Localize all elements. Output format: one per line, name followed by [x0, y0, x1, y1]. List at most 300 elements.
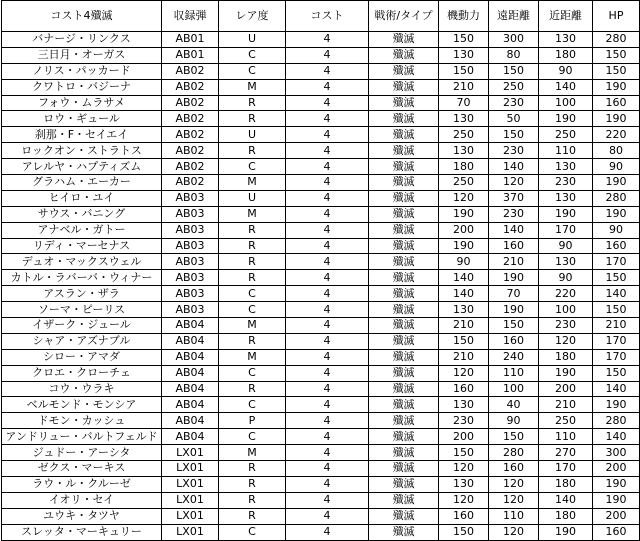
cell-col-cost: 4 — [286, 159, 369, 175]
cell-col-set: AB02 — [162, 159, 219, 175]
cell-col-long-range: 240 — [489, 349, 539, 365]
header-col-short-range: 近距離 — [539, 1, 593, 32]
cell-col-long-range: 50 — [489, 111, 539, 127]
cell-col-name: アンドリュー・バルトフェルド — [2, 429, 162, 445]
cell-col-mobility: 190 — [439, 206, 489, 222]
cell-col-rarity: U — [219, 127, 286, 143]
cell-col-name: ロウ・ギュール — [2, 111, 162, 127]
cell-col-mobility: 130 — [439, 476, 489, 492]
cell-col-hp: 90 — [593, 159, 640, 175]
cell-col-type: 殲滅 — [369, 270, 439, 286]
cell-col-type: 殲滅 — [369, 286, 439, 302]
table-row — [2, 524, 640, 540]
cell-col-long-range: 160 — [489, 238, 539, 254]
cell-col-short-range: 100 — [539, 95, 593, 111]
cell-col-type: 殲滅 — [369, 175, 439, 191]
cell-col-cost: 4 — [286, 79, 369, 95]
cell-col-type: 殲滅 — [369, 127, 439, 143]
cell-col-hp: 170 — [593, 349, 640, 365]
cell-col-mobility: 210 — [439, 79, 489, 95]
cell-col-name: アスラン・ザラ — [2, 286, 162, 302]
cell-col-cost: 4 — [286, 508, 369, 524]
cell-col-short-range: 90 — [539, 238, 593, 254]
cell-col-rarity: M — [219, 445, 286, 461]
table-row — [2, 333, 640, 349]
cell-col-short-range: 110 — [539, 429, 593, 445]
cell-col-mobility: 150 — [439, 63, 489, 79]
cell-col-rarity: R — [219, 95, 286, 111]
cell-col-set: AB04 — [162, 381, 219, 397]
cell-col-set: AB02 — [162, 175, 219, 191]
cell-col-rarity: C — [219, 302, 286, 318]
cell-col-name: コウ・ウラキ — [2, 381, 162, 397]
cell-col-name: クワトロ・バジーナ — [2, 79, 162, 95]
cell-col-name: ロックオン・ストラトス — [2, 143, 162, 159]
cell-col-cost: 4 — [286, 206, 369, 222]
cell-col-name: ジュドー・アーシタ — [2, 445, 162, 461]
cell-col-mobility: 90 — [439, 254, 489, 270]
cell-col-set: AB04 — [162, 413, 219, 429]
table-row — [2, 143, 640, 159]
cell-col-hp: 190 — [593, 111, 640, 127]
header-col-long-range: 遠距離 — [489, 1, 539, 32]
cell-col-rarity: C — [219, 429, 286, 445]
cell-col-type: 殲滅 — [369, 397, 439, 413]
cell-col-long-range: 210 — [489, 254, 539, 270]
cell-col-type: 殲滅 — [369, 492, 439, 508]
table-row — [2, 461, 640, 477]
cell-col-mobility: 130 — [439, 397, 489, 413]
cell-col-name: フォウ・ムラサメ — [2, 95, 162, 111]
table-row — [2, 190, 640, 206]
cell-col-short-range: 220 — [539, 286, 593, 302]
cell-col-rarity: R — [219, 492, 286, 508]
table-row — [2, 492, 640, 508]
cell-col-rarity: M — [219, 349, 286, 365]
table-row — [2, 254, 640, 270]
cell-col-mobility: 210 — [439, 318, 489, 334]
table-row — [2, 270, 640, 286]
cell-col-long-range: 150 — [489, 127, 539, 143]
header-col-name: コスト4殲滅 — [2, 1, 162, 32]
cell-col-set: AB04 — [162, 397, 219, 413]
cell-col-mobility: 150 — [439, 445, 489, 461]
cell-col-set: AB02 — [162, 127, 219, 143]
cell-col-short-range: 130 — [539, 190, 593, 206]
cell-col-name: ゼクス・マーキス — [2, 461, 162, 477]
cell-col-rarity: R — [219, 254, 286, 270]
cell-col-set: LX01 — [162, 508, 219, 524]
cell-col-name: シャア・アズナブル — [2, 333, 162, 349]
cell-col-set: AB03 — [162, 206, 219, 222]
cell-col-rarity: C — [219, 159, 286, 175]
cell-col-long-range: 120 — [489, 492, 539, 508]
cell-col-type: 殲滅 — [369, 429, 439, 445]
cell-col-rarity: C — [219, 524, 286, 540]
cell-col-type: 殲滅 — [369, 413, 439, 429]
table-row — [2, 47, 640, 63]
cell-col-name: アナベル・ガトー — [2, 222, 162, 238]
cell-col-type: 殲滅 — [369, 238, 439, 254]
cell-col-name: シロー・アマダ — [2, 349, 162, 365]
cell-col-short-range: 230 — [539, 175, 593, 191]
cell-col-short-range: 130 — [539, 254, 593, 270]
cell-col-name: グラハム・エーカー — [2, 175, 162, 191]
table-row — [2, 318, 640, 334]
cell-col-short-range: 190 — [539, 365, 593, 381]
cell-col-type: 殲滅 — [369, 63, 439, 79]
cell-col-short-range: 270 — [539, 445, 593, 461]
cell-col-mobility: 190 — [439, 238, 489, 254]
table-row — [2, 95, 640, 111]
cell-col-type: 殲滅 — [369, 32, 439, 48]
cell-col-type: 殲滅 — [369, 206, 439, 222]
cell-col-name: ユウキ・タツヤ — [2, 508, 162, 524]
cell-col-cost: 4 — [286, 333, 369, 349]
cell-col-cost: 4 — [286, 302, 369, 318]
cell-col-mobility: 130 — [439, 302, 489, 318]
table-row — [2, 222, 640, 238]
cell-col-mobility: 160 — [439, 508, 489, 524]
table-row — [2, 238, 640, 254]
cell-col-hp: 190 — [593, 476, 640, 492]
cell-col-short-range: 170 — [539, 461, 593, 477]
cell-col-hp: 150 — [593, 63, 640, 79]
cell-col-mobility: 160 — [439, 381, 489, 397]
cell-col-cost: 4 — [286, 318, 369, 334]
cell-col-long-range: 90 — [489, 413, 539, 429]
cell-col-cost: 4 — [286, 524, 369, 540]
cell-col-long-range: 80 — [489, 47, 539, 63]
cell-col-hp: 280 — [593, 190, 640, 206]
cell-col-long-range: 140 — [489, 159, 539, 175]
table-row — [2, 32, 640, 48]
cell-col-rarity: M — [219, 206, 286, 222]
cell-col-short-range: 250 — [539, 127, 593, 143]
cell-col-short-range: 90 — [539, 270, 593, 286]
cell-col-type: 殲滅 — [369, 143, 439, 159]
cell-col-rarity: C — [219, 286, 286, 302]
cell-col-long-range: 230 — [489, 206, 539, 222]
cell-col-mobility: 130 — [439, 47, 489, 63]
cell-col-rarity: U — [219, 32, 286, 48]
cell-col-cost: 4 — [286, 476, 369, 492]
cell-col-type: 殲滅 — [369, 222, 439, 238]
cell-col-cost: 4 — [286, 286, 369, 302]
header-col-cost: コスト — [286, 1, 369, 32]
table-row — [2, 381, 640, 397]
cell-col-name: イオリ・セイ — [2, 492, 162, 508]
table-row — [2, 476, 640, 492]
cell-col-short-range: 130 — [539, 32, 593, 48]
cell-col-set: AB03 — [162, 270, 219, 286]
cell-col-cost: 4 — [286, 254, 369, 270]
table-row — [2, 286, 640, 302]
table-row — [2, 206, 640, 222]
cell-col-mobility: 230 — [439, 413, 489, 429]
cell-col-hp: 150 — [593, 47, 640, 63]
cell-col-hp: 160 — [593, 238, 640, 254]
cell-col-set: AB03 — [162, 286, 219, 302]
cell-col-long-range: 70 — [489, 286, 539, 302]
cell-col-hp: 200 — [593, 461, 640, 477]
cell-col-name: リディ・マーセナス — [2, 238, 162, 254]
cell-col-mobility: 70 — [439, 95, 489, 111]
cell-col-long-range: 250 — [489, 79, 539, 95]
cell-col-mobility: 180 — [439, 159, 489, 175]
cell-col-cost: 4 — [286, 381, 369, 397]
cell-col-hp: 280 — [593, 413, 640, 429]
table-row — [2, 445, 640, 461]
cell-col-type: 殲滅 — [369, 349, 439, 365]
cell-col-rarity: R — [219, 508, 286, 524]
cell-col-long-range: 190 — [489, 302, 539, 318]
table-row — [2, 63, 640, 79]
cell-col-long-range: 140 — [489, 222, 539, 238]
cell-col-set: AB03 — [162, 238, 219, 254]
table-row — [2, 349, 640, 365]
cell-col-type: 殲滅 — [369, 476, 439, 492]
cell-col-hp: 160 — [593, 95, 640, 111]
cell-col-cost: 4 — [286, 365, 369, 381]
cell-col-hp: 160 — [593, 524, 640, 540]
cell-col-cost: 4 — [286, 32, 369, 48]
cell-col-rarity: R — [219, 111, 286, 127]
cell-col-type: 殲滅 — [369, 333, 439, 349]
table-row — [2, 127, 640, 143]
cell-col-rarity: R — [219, 381, 286, 397]
table-row — [2, 397, 640, 413]
cell-col-set: AB02 — [162, 79, 219, 95]
cell-col-rarity: P — [219, 413, 286, 429]
table-body — [2, 32, 640, 541]
cell-col-long-range: 160 — [489, 461, 539, 477]
cell-col-mobility: 250 — [439, 127, 489, 143]
cell-col-mobility: 140 — [439, 270, 489, 286]
cell-col-cost: 4 — [286, 95, 369, 111]
cell-col-short-range: 90 — [539, 63, 593, 79]
header-col-mobility: 機動力 — [439, 1, 489, 32]
cell-col-mobility: 210 — [439, 349, 489, 365]
cell-col-long-range: 150 — [489, 318, 539, 334]
cell-col-short-range: 250 — [539, 413, 593, 429]
cell-col-short-range: 140 — [539, 79, 593, 95]
cell-col-type: 殲滅 — [369, 111, 439, 127]
cell-col-long-range: 190 — [489, 270, 539, 286]
cell-col-type: 殲滅 — [369, 159, 439, 175]
cell-col-cost: 4 — [286, 270, 369, 286]
cell-col-rarity: C — [219, 365, 286, 381]
header-col-hp: HP — [593, 1, 640, 32]
cell-col-name: ヒイロ・ユイ — [2, 190, 162, 206]
cell-col-cost: 4 — [286, 397, 369, 413]
cell-col-cost: 4 — [286, 492, 369, 508]
table-row — [2, 508, 640, 524]
cell-col-short-range: 130 — [539, 159, 593, 175]
cell-col-hp: 200 — [593, 508, 640, 524]
cell-col-long-range: 110 — [489, 508, 539, 524]
cell-col-rarity: R — [219, 143, 286, 159]
cell-col-hp: 190 — [593, 79, 640, 95]
cell-col-long-range: 370 — [489, 190, 539, 206]
cell-col-type: 殲滅 — [369, 47, 439, 63]
cell-col-name: 刹那・F・セイエイ — [2, 127, 162, 143]
cell-col-short-range: 210 — [539, 397, 593, 413]
cell-col-long-range: 230 — [489, 95, 539, 111]
cell-col-long-range: 280 — [489, 445, 539, 461]
cell-col-short-range: 170 — [539, 222, 593, 238]
cell-col-short-range: 190 — [539, 524, 593, 540]
table-row — [2, 302, 640, 318]
cell-col-mobility: 130 — [439, 111, 489, 127]
cell-col-hp: 140 — [593, 381, 640, 397]
cell-col-set: AB03 — [162, 190, 219, 206]
cell-col-set: AB04 — [162, 333, 219, 349]
cell-col-set: AB04 — [162, 318, 219, 334]
cell-col-hp: 170 — [593, 333, 640, 349]
cell-col-set: AB01 — [162, 32, 219, 48]
cell-col-type: 殲滅 — [369, 190, 439, 206]
cell-col-hp: 190 — [593, 492, 640, 508]
cell-col-hp: 300 — [593, 445, 640, 461]
cell-col-mobility: 130 — [439, 143, 489, 159]
cell-col-set: AB03 — [162, 222, 219, 238]
cell-col-short-range: 110 — [539, 143, 593, 159]
cell-col-set: LX01 — [162, 476, 219, 492]
cell-col-long-range: 120 — [489, 476, 539, 492]
cell-col-name: カトル・ラバーバ・ウィナー — [2, 270, 162, 286]
cell-col-cost: 4 — [286, 429, 369, 445]
cell-col-set: AB04 — [162, 429, 219, 445]
cell-col-rarity: R — [219, 222, 286, 238]
cell-col-name: バナージ・リンクス — [2, 32, 162, 48]
cell-col-type: 殲滅 — [369, 95, 439, 111]
cell-col-type: 殲滅 — [369, 254, 439, 270]
cell-col-hp: 210 — [593, 318, 640, 334]
cell-col-mobility: 200 — [439, 222, 489, 238]
cell-col-rarity: R — [219, 270, 286, 286]
cell-col-set: LX01 — [162, 524, 219, 540]
cell-col-hp: 190 — [593, 175, 640, 191]
cell-col-long-range: 120 — [489, 175, 539, 191]
cell-col-long-range: 100 — [489, 381, 539, 397]
cell-col-long-range: 150 — [489, 63, 539, 79]
cell-col-type: 殲滅 — [369, 79, 439, 95]
cell-col-hp: 150 — [593, 302, 640, 318]
cell-col-type: 殲滅 — [369, 445, 439, 461]
header-col-set: 収録弾 — [162, 1, 219, 32]
cell-col-long-range: 40 — [489, 397, 539, 413]
cell-col-long-range: 300 — [489, 32, 539, 48]
cell-col-mobility: 120 — [439, 492, 489, 508]
table-row — [2, 79, 640, 95]
cell-col-name: アレルヤ・ハプティズム — [2, 159, 162, 175]
cell-col-type: 殲滅 — [369, 318, 439, 334]
cell-col-mobility: 150 — [439, 333, 489, 349]
cell-col-mobility: 120 — [439, 190, 489, 206]
cell-col-long-range: 230 — [489, 143, 539, 159]
cell-col-cost: 4 — [286, 349, 369, 365]
cell-col-name: ラウ・ル・クルーゼ — [2, 476, 162, 492]
table-row — [2, 429, 640, 445]
table-row — [2, 365, 640, 381]
cell-col-long-range: 110 — [489, 365, 539, 381]
table-row — [2, 159, 640, 175]
header-col-type: 戦術/タイプ — [369, 1, 439, 32]
cell-col-rarity: C — [219, 63, 286, 79]
cell-col-hp: 220 — [593, 127, 640, 143]
cell-col-type: 殲滅 — [369, 365, 439, 381]
cell-col-name: サウス・バニング — [2, 206, 162, 222]
cell-col-short-range: 140 — [539, 492, 593, 508]
cell-col-hp: 140 — [593, 429, 640, 445]
card-table — [1, 0, 640, 541]
cell-col-cost: 4 — [286, 127, 369, 143]
cell-col-short-range: 180 — [539, 508, 593, 524]
cell-col-rarity: R — [219, 333, 286, 349]
cell-col-set: AB02 — [162, 111, 219, 127]
header-row — [2, 1, 640, 32]
cell-col-cost: 4 — [286, 461, 369, 477]
cell-col-short-range: 190 — [539, 111, 593, 127]
cell-col-hp: 140 — [593, 286, 640, 302]
cell-col-hp: 190 — [593, 206, 640, 222]
header-col-rarity: レア度 — [219, 1, 286, 32]
cell-col-cost: 4 — [286, 47, 369, 63]
cell-col-rarity: R — [219, 461, 286, 477]
cell-col-set: AB01 — [162, 47, 219, 63]
cell-col-name: ソーマ・ピーリス — [2, 302, 162, 318]
cell-col-type: 殲滅 — [369, 461, 439, 477]
cell-col-short-range: 200 — [539, 381, 593, 397]
cell-col-mobility: 140 — [439, 286, 489, 302]
cell-col-cost: 4 — [286, 238, 369, 254]
cell-col-rarity: M — [219, 318, 286, 334]
cell-col-type: 殲滅 — [369, 381, 439, 397]
cell-col-name: イザーク・ジュール — [2, 318, 162, 334]
cell-col-rarity: C — [219, 47, 286, 63]
cell-col-hp: 90 — [593, 222, 640, 238]
cell-col-cost: 4 — [286, 413, 369, 429]
cell-col-set: AB03 — [162, 302, 219, 318]
cell-col-short-range: 230 — [539, 318, 593, 334]
table-row — [2, 175, 640, 191]
cell-col-set: AB02 — [162, 143, 219, 159]
cell-col-short-range: 190 — [539, 206, 593, 222]
table-row — [2, 111, 640, 127]
cell-col-name: デュオ・マックスウェル — [2, 254, 162, 270]
table-row — [2, 413, 640, 429]
cell-col-mobility: 200 — [439, 429, 489, 445]
cell-col-long-range: 150 — [489, 429, 539, 445]
cell-col-cost: 4 — [286, 111, 369, 127]
cell-col-cost: 4 — [286, 190, 369, 206]
cell-col-type: 殲滅 — [369, 302, 439, 318]
cell-col-name: 三日月・オーガス — [2, 47, 162, 63]
cell-col-long-range: 120 — [489, 524, 539, 540]
cell-col-long-range: 160 — [489, 333, 539, 349]
cell-col-hp: 80 — [593, 143, 640, 159]
cell-col-cost: 4 — [286, 222, 369, 238]
cell-col-type: 殲滅 — [369, 508, 439, 524]
cell-col-hp: 150 — [593, 270, 640, 286]
cell-col-hp: 150 — [593, 365, 640, 381]
cell-col-mobility: 150 — [439, 524, 489, 540]
cell-col-set: AB02 — [162, 63, 219, 79]
cell-col-cost: 4 — [286, 445, 369, 461]
cell-col-short-range: 100 — [539, 302, 593, 318]
cell-col-set: AB04 — [162, 349, 219, 365]
